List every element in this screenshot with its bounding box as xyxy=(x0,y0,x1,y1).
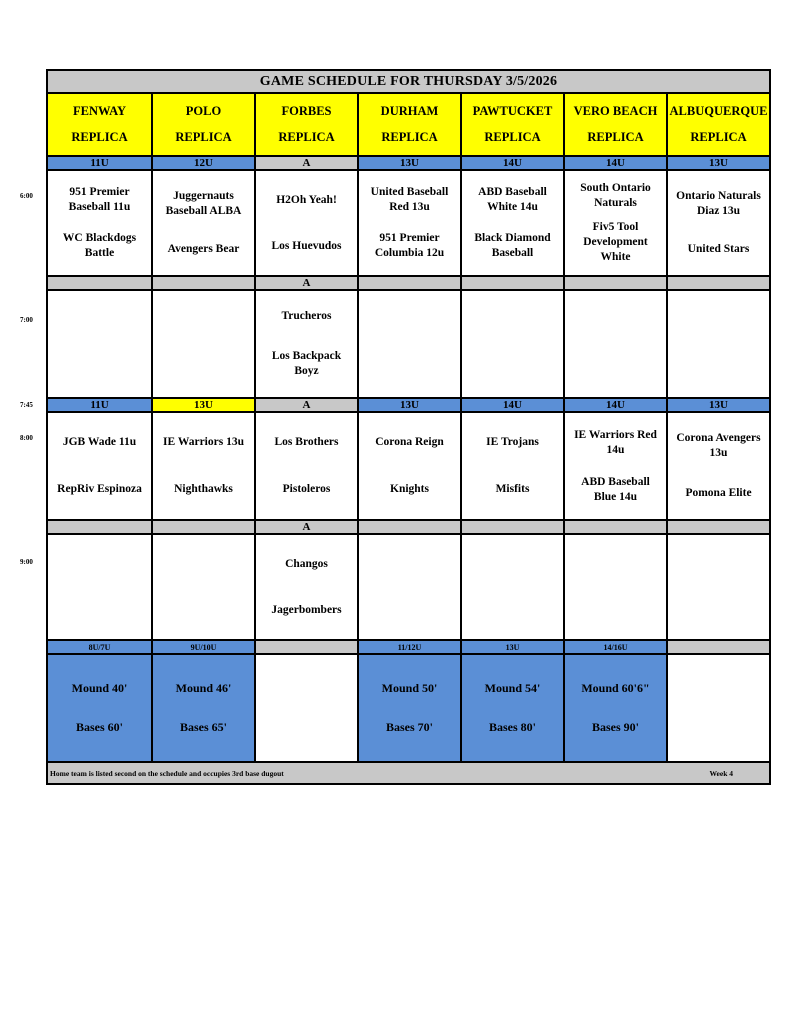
division-text: 8U/7U xyxy=(88,642,111,652)
division-label xyxy=(359,157,460,169)
division-label xyxy=(153,399,254,411)
game-cell xyxy=(565,291,666,397)
home-team: WC Blackdogs Battle xyxy=(62,232,137,259)
game-cell xyxy=(256,535,357,639)
separator-label: A xyxy=(302,521,311,533)
division-label xyxy=(256,399,357,411)
away-team: South Ontario Naturals xyxy=(580,182,651,210)
game-cell xyxy=(565,535,666,639)
game-cell xyxy=(256,291,357,397)
home-team: Misfits xyxy=(495,483,530,496)
division-label xyxy=(668,157,769,169)
separator-cell xyxy=(565,521,666,533)
division-text: 11U xyxy=(90,157,109,169)
away-team: IE Warriors 13u xyxy=(163,436,244,449)
division-text: 14U xyxy=(606,399,625,411)
home-team: Jagerbombers xyxy=(271,603,342,616)
field-header xyxy=(153,94,254,155)
week-label: Week 4 xyxy=(709,768,733,778)
game-cell xyxy=(668,291,769,397)
home-team: Avengers Bear xyxy=(167,243,240,256)
home-team: Pomona Elite xyxy=(685,486,752,499)
game-cell xyxy=(462,535,563,639)
division-label xyxy=(256,157,357,169)
field-dimensions xyxy=(462,655,563,761)
separator-cell xyxy=(462,521,563,533)
game-cell xyxy=(462,413,563,519)
home-team: RepRiv Espinoza xyxy=(57,483,142,496)
away-team: H2Oh Yeah! xyxy=(276,193,337,206)
time-label-900: 9:00 xyxy=(20,558,33,566)
schedule-grid xyxy=(46,69,771,785)
division-label xyxy=(668,641,769,653)
division-text: 9U/10U xyxy=(190,642,217,652)
time-label-745: 7:45 xyxy=(20,401,33,409)
field-sub: REPLICA xyxy=(587,129,644,144)
field-dimensions xyxy=(153,655,254,761)
field-dimensions xyxy=(668,655,769,761)
separator-cell xyxy=(153,521,254,533)
game-cell xyxy=(48,171,151,275)
field-name: VERO BEACH xyxy=(573,104,658,119)
away-team: United Baseball Red 13u xyxy=(370,186,449,213)
game-cell xyxy=(359,171,460,275)
division-text: 14/16U xyxy=(603,642,628,652)
game-cell xyxy=(359,291,460,397)
home-team: ABD Baseball Blue 14u xyxy=(581,475,650,503)
game-cell xyxy=(48,413,151,519)
game-cell xyxy=(153,171,254,275)
division-label xyxy=(565,157,666,169)
field-header xyxy=(565,94,666,155)
division-text: 14U xyxy=(503,399,522,411)
field-sub: REPLICA xyxy=(278,129,335,144)
division-text: 14U xyxy=(606,157,625,169)
game-cell xyxy=(565,171,666,275)
division-text: 13U xyxy=(400,157,419,169)
separator-cell xyxy=(462,277,563,289)
schedule-footer xyxy=(48,763,769,783)
away-team: Corona Avengers 13u xyxy=(676,432,761,460)
field-header xyxy=(668,94,769,155)
away-team: Corona Reign xyxy=(375,436,444,449)
division-label xyxy=(256,641,357,653)
game-cell xyxy=(48,291,151,397)
field-sub: REPLICA xyxy=(381,129,438,144)
separator-cell xyxy=(48,521,151,533)
away-team: ABD Baseball White 14u xyxy=(478,186,547,213)
mound-distance: Mound 60'6" xyxy=(581,681,650,695)
game-cell xyxy=(668,535,769,639)
away-team: JGB Wade 11u xyxy=(62,436,137,449)
field-name: DURHAM xyxy=(380,104,439,119)
field-dimensions xyxy=(565,655,666,761)
base-distance: Bases 60' xyxy=(75,720,123,734)
base-distance: Bases 65' xyxy=(179,720,227,734)
field-name: FENWAY xyxy=(72,104,127,119)
separator-cell xyxy=(153,277,254,289)
division-text: 11/12U xyxy=(397,642,422,652)
away-team: IE Trojans xyxy=(486,436,539,449)
division-text: A xyxy=(302,157,311,169)
game-cell xyxy=(153,291,254,397)
home-team: Los Backpack Boyz xyxy=(271,349,342,377)
separator-cell xyxy=(256,277,357,289)
separator-cell xyxy=(359,277,460,289)
field-header xyxy=(359,94,460,155)
division-label xyxy=(359,399,460,411)
division-text: A xyxy=(302,399,311,411)
separator-cell xyxy=(359,521,460,533)
schedule-title xyxy=(48,71,769,92)
division-text: 12U xyxy=(194,157,213,169)
division-text: 13U xyxy=(709,157,728,169)
division-label xyxy=(565,399,666,411)
division-text: 13U xyxy=(400,399,419,411)
game-cell xyxy=(462,171,563,275)
time-label-600: 6:00 xyxy=(20,192,33,200)
separator-label: A xyxy=(302,277,311,289)
division-label xyxy=(668,399,769,411)
division-label xyxy=(359,641,460,653)
base-distance: Bases 80' xyxy=(488,720,536,734)
field-header xyxy=(462,94,563,155)
home-team: Black Diamond Baseball xyxy=(474,232,551,259)
separator-cell xyxy=(256,521,357,533)
away-team: Ontario Naturals Diaz 13u xyxy=(676,189,761,217)
home-team: United Stars xyxy=(687,243,750,256)
home-team: Pistoleros xyxy=(282,483,331,496)
mound-distance: Mound 54' xyxy=(484,681,541,695)
home-team: Los Huevudos xyxy=(271,239,342,252)
field-dimensions xyxy=(359,655,460,761)
game-cell xyxy=(565,413,666,519)
game-cell xyxy=(153,535,254,639)
division-label xyxy=(48,399,151,411)
away-team: IE Warriors Red 14u xyxy=(574,428,657,456)
footer-note: Home team is listed second on the schedule and occupies 3rd base dugout xyxy=(50,768,284,778)
away-team: Juggernauts Baseball ALBA xyxy=(165,189,242,217)
home-team: Nighthawks xyxy=(174,483,233,496)
division-label xyxy=(153,641,254,653)
base-distance: Bases 90' xyxy=(591,720,639,734)
away-team: 951 Premier Baseball 11u xyxy=(68,186,131,213)
mound-distance: Mound 40' xyxy=(71,681,128,695)
division-text: 11U xyxy=(90,399,109,411)
game-cell xyxy=(256,171,357,275)
field-header xyxy=(48,94,151,155)
field-sub: REPLICA xyxy=(71,129,128,144)
time-label-700: 7:00 xyxy=(20,316,33,324)
division-text: 13U xyxy=(194,399,213,411)
division-label xyxy=(153,157,254,169)
field-name: FORBES xyxy=(281,104,332,119)
field-dimensions xyxy=(48,655,151,761)
game-cell xyxy=(668,171,769,275)
base-distance: Bases 70' xyxy=(385,720,433,734)
field-dimensions xyxy=(256,655,357,761)
game-cell xyxy=(359,413,460,519)
separator-cell xyxy=(668,521,769,533)
home-team: Fiv5 Tool Development White xyxy=(583,220,648,263)
away-team: Trucheros xyxy=(281,310,332,323)
division-label xyxy=(462,641,563,653)
mound-distance: Mound 50' xyxy=(381,681,438,695)
field-name: ALBUQUERQUE xyxy=(669,104,768,119)
game-cell xyxy=(668,413,769,519)
away-team: Changos xyxy=(285,557,328,570)
division-label xyxy=(48,641,151,653)
division-text: 14U xyxy=(503,157,522,169)
time-label-800: 8:00 xyxy=(20,434,33,442)
home-team: Knights xyxy=(390,483,429,496)
field-header xyxy=(256,94,357,155)
game-cell xyxy=(462,291,563,397)
field-name: PAWTUCKET xyxy=(472,104,553,119)
home-team: 951 Premier Columbia 12u xyxy=(374,232,445,259)
field-name: POLO xyxy=(185,104,222,119)
division-label xyxy=(565,641,666,653)
field-sub: REPLICA xyxy=(175,129,232,144)
division-text: 13U xyxy=(709,399,728,411)
division-text: 13U xyxy=(505,642,520,652)
separator-cell xyxy=(48,277,151,289)
away-team: Los Brothers xyxy=(274,436,339,449)
game-cell xyxy=(48,535,151,639)
game-cell xyxy=(359,535,460,639)
field-sub: REPLICA xyxy=(484,129,541,144)
game-cell xyxy=(153,413,254,519)
separator-cell xyxy=(565,277,666,289)
division-label xyxy=(48,157,151,169)
game-cell xyxy=(256,413,357,519)
field-sub: REPLICA xyxy=(690,129,747,144)
mound-distance: Mound 46' xyxy=(175,681,232,695)
division-label xyxy=(462,157,563,169)
schedule-title-text: GAME SCHEDULE FOR THURSDAY 3/5/2026 xyxy=(259,73,558,89)
division-label xyxy=(462,399,563,411)
separator-cell xyxy=(668,277,769,289)
